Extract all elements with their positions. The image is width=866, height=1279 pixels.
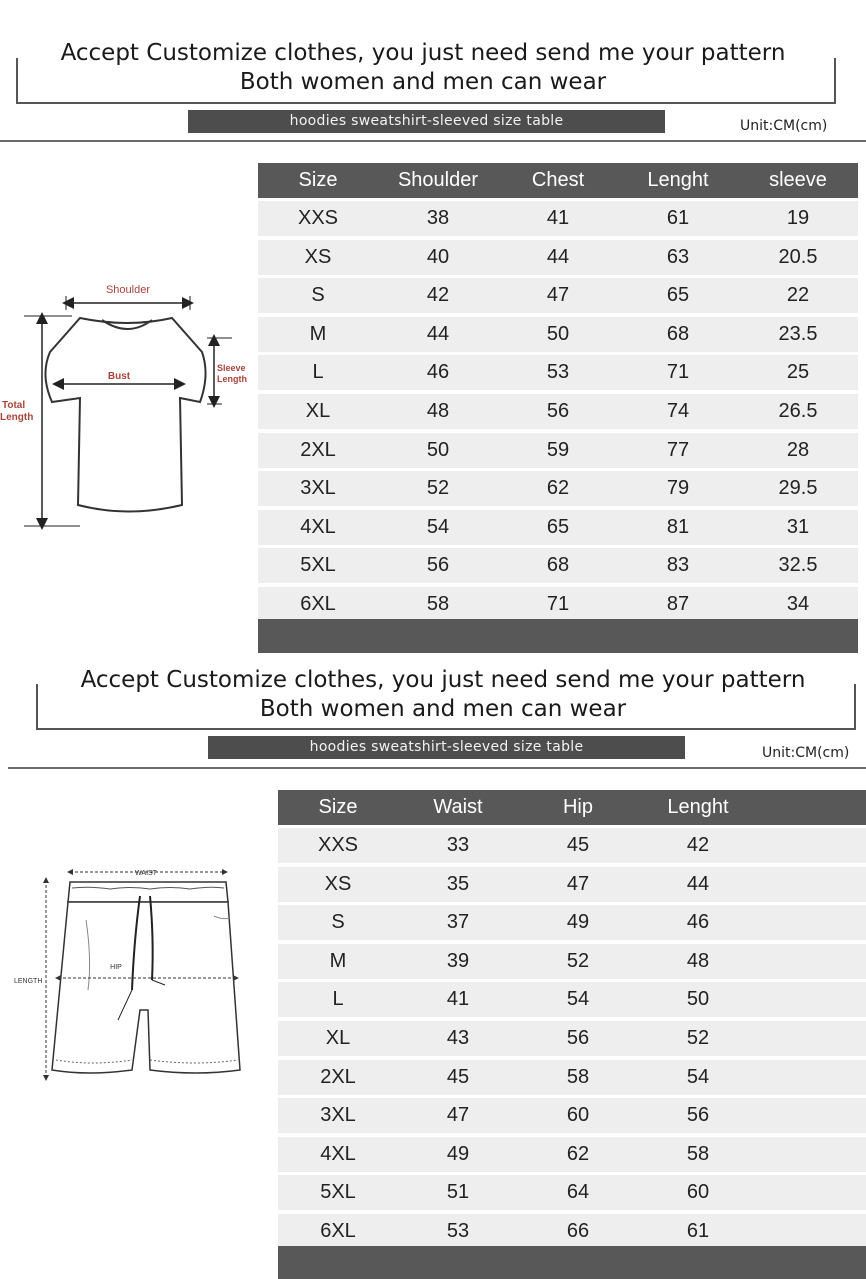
- table-subtitle-bar: hoodies sweatshirt-sleeved size table: [208, 736, 685, 759]
- table-cell: 28: [786, 438, 810, 461]
- table-cell: 56: [546, 400, 570, 422]
- table-cell: M: [329, 949, 347, 972]
- total-label-2: Length: [0, 412, 34, 423]
- table-cell: 44: [686, 872, 710, 895]
- table-cell: XXS: [317, 834, 359, 856]
- tshirt-outline: [45, 318, 205, 512]
- shorts-size-table: [278, 790, 866, 1279]
- table-cell: 81: [666, 515, 690, 538]
- table-cell: 48: [686, 949, 710, 972]
- table-cell: 56: [566, 1027, 590, 1049]
- table-cell: 44: [426, 322, 450, 345]
- table-row: [278, 905, 866, 940]
- table-cell: 29.5: [778, 477, 818, 500]
- table-row: [258, 587, 858, 622]
- header-cell-chest: Chest: [531, 169, 585, 191]
- tshirt-diagram: [0, 280, 255, 535]
- table-cell: 56: [426, 554, 450, 577]
- table-cell: 40: [426, 245, 450, 268]
- table-cell: 6XL: [300, 593, 336, 615]
- table-header-row: [278, 790, 866, 825]
- table-cell: 54: [426, 515, 450, 538]
- table-cell: 32.5: [778, 554, 818, 577]
- header-cell-size: Size: [298, 169, 338, 191]
- table-cell: 42: [426, 284, 450, 307]
- table-row: [278, 944, 866, 979]
- table-cell: 41: [446, 988, 470, 1011]
- table-cell: 50: [426, 438, 450, 461]
- table-cell: 26.5: [778, 400, 818, 422]
- table-cell: 83: [666, 554, 690, 577]
- table-cell: 54: [686, 1065, 710, 1088]
- table-row: [278, 1214, 866, 1249]
- header-cell-waist: Waist: [433, 796, 483, 818]
- table-cell: 59: [546, 438, 570, 461]
- table-row: [258, 471, 858, 506]
- table-cell: 4XL: [300, 515, 336, 538]
- table-cell: 58: [686, 1142, 710, 1165]
- table-cell: 60: [686, 1181, 710, 1204]
- table-cell: 68: [666, 322, 690, 345]
- table-cell: 58: [426, 593, 450, 615]
- table-cell: 22: [786, 284, 810, 307]
- table-row: [278, 828, 866, 863]
- header-cell-hip: Hip: [562, 796, 593, 818]
- table-cell: 5XL: [300, 554, 336, 577]
- table-cell: S: [311, 284, 325, 307]
- table-row: [278, 1175, 866, 1210]
- header-cell-length: Lenght: [667, 796, 729, 818]
- table-cell: 63: [666, 245, 690, 268]
- table-cell: 50: [546, 322, 570, 345]
- table-cell: 49: [446, 1142, 470, 1165]
- bust-label: Bust: [107, 371, 131, 382]
- table-cell: 65: [666, 284, 690, 307]
- table-row: [278, 867, 866, 902]
- table-cell: 64: [566, 1181, 590, 1204]
- table-row: [258, 433, 858, 468]
- table-row: [258, 278, 858, 313]
- shorts-outline: [52, 902, 240, 1073]
- shorts-diagram: [0, 860, 260, 1090]
- section-divider: [0, 140, 866, 142]
- table-cell: 4XL: [320, 1142, 356, 1165]
- table-cell: 52: [686, 1027, 710, 1049]
- table-cell: 68: [546, 554, 570, 577]
- table-row: [258, 201, 858, 236]
- table-cell: 58: [566, 1065, 590, 1088]
- unit-label: Unit:CM(cm): [740, 118, 828, 134]
- table-cell: 46: [686, 911, 710, 934]
- table-cell: 52: [566, 949, 590, 972]
- table-cell: 47: [446, 1104, 470, 1127]
- total-label-1: Total: [2, 400, 26, 411]
- table-cell: 66: [566, 1220, 590, 1242]
- table-cell: 60: [566, 1104, 590, 1127]
- table-cell: 2XL: [320, 1065, 356, 1088]
- table-cell: 61: [666, 207, 690, 229]
- table-cell: L: [312, 361, 324, 384]
- table-cell: 65: [546, 515, 570, 538]
- waist-label: WAIST: [135, 870, 157, 877]
- table-row: [258, 240, 858, 275]
- table-cell: 53: [446, 1220, 470, 1242]
- table-footer-bar: [258, 619, 858, 653]
- table-row: [258, 355, 858, 390]
- table-row: [258, 317, 858, 352]
- table-footer-bar: [278, 1246, 866, 1279]
- table-cell: 39: [446, 949, 470, 972]
- table-row: [278, 1060, 866, 1095]
- section-divider: [8, 767, 866, 769]
- table-cell: 79: [666, 477, 690, 500]
- header-cell-sleeve: sleeve: [769, 169, 827, 191]
- heading-line-2: Both women and men can wear: [259, 696, 627, 722]
- table-cell: 62: [566, 1142, 590, 1165]
- table-cell: 56: [686, 1104, 710, 1127]
- table-cell: 77: [666, 438, 690, 461]
- table-cell: 35: [446, 872, 470, 895]
- table-cell: 46: [426, 361, 450, 384]
- table-cell: 41: [546, 207, 570, 229]
- table-cell: 23.5: [778, 322, 818, 345]
- sleeve-label-2: Length: [217, 374, 247, 384]
- table-cell: 5XL: [320, 1181, 356, 1204]
- table-row: [258, 548, 858, 583]
- table-header-row: [258, 163, 858, 198]
- table-cell: 6XL: [320, 1220, 356, 1242]
- table-cell: M: [309, 322, 327, 345]
- table-cell: 71: [666, 361, 690, 384]
- hip-label: HIP: [110, 964, 122, 971]
- table-cell: 49: [566, 911, 590, 934]
- table-cell: 38: [426, 207, 450, 229]
- unit-label: Unit:CM(cm): [762, 745, 850, 761]
- header-cell-shoulder: Shoulder: [397, 169, 479, 191]
- table-cell: 31: [786, 515, 810, 538]
- table-cell: 45: [446, 1065, 470, 1088]
- table-cell: 47: [566, 872, 590, 895]
- table-cell: XXS: [297, 207, 339, 229]
- table-row: [278, 982, 866, 1017]
- table-cell: 87: [666, 593, 690, 615]
- length-label: LENGTH: [14, 978, 43, 985]
- sleeve-label-1: Sleeve: [217, 363, 246, 373]
- table-cell: 25: [786, 361, 810, 384]
- table-cell: 3XL: [300, 477, 336, 500]
- table-cell: 34: [786, 593, 810, 615]
- table-cell: 3XL: [320, 1104, 356, 1127]
- table-row: [258, 510, 858, 545]
- table-cell: XS: [324, 872, 352, 895]
- table-cell: 43: [446, 1027, 470, 1049]
- table-cell: XL: [305, 400, 331, 422]
- shorts-waistband: [68, 882, 228, 902]
- header-cell-size: Size: [318, 796, 358, 818]
- table-cell: 47: [546, 284, 570, 307]
- heading-line-1: Accept Customize clothes, you just need send me your pattern: [80, 667, 806, 693]
- table-row: [278, 1098, 866, 1133]
- table-subtitle-bar: hoodies sweatshirt-sleeved size table: [188, 110, 665, 133]
- header-cell-length: Lenght: [647, 169, 709, 191]
- table-cell: 48: [426, 400, 450, 422]
- table-cell: L: [332, 988, 344, 1011]
- table-cell: 44: [546, 245, 570, 268]
- table-cell: 42: [686, 834, 710, 856]
- table-cell: 45: [566, 834, 590, 856]
- table-cell: 19: [786, 207, 810, 229]
- table-cell: 61: [686, 1220, 710, 1242]
- table-row: [278, 1137, 866, 1172]
- shoulder-label: Shoulder: [105, 284, 151, 296]
- heading-line-1: Accept Customize clothes, you just need send me your pattern: [60, 40, 786, 66]
- table-cell: 37: [446, 911, 470, 934]
- table-cell: 53: [546, 361, 570, 384]
- heading-line-2: Both women and men can wear: [239, 69, 607, 95]
- hoodie-size-table: [258, 163, 858, 653]
- table-cell: 62: [546, 477, 570, 500]
- table-cell: XS: [304, 245, 332, 268]
- table-cell: XL: [325, 1027, 351, 1049]
- table-cell: 2XL: [300, 438, 336, 461]
- table-cell: 54: [566, 988, 590, 1011]
- table-cell: 74: [666, 400, 690, 422]
- table-cell: S: [331, 911, 345, 934]
- table-cell: 20.5: [778, 245, 818, 268]
- table-row: [258, 394, 858, 429]
- table-row: [278, 1021, 866, 1056]
- table-cell: 51: [446, 1181, 470, 1204]
- table-cell: 52: [426, 477, 450, 500]
- table-cell: 71: [546, 593, 570, 615]
- table-cell: 50: [686, 988, 710, 1011]
- table-cell: 33: [446, 834, 470, 856]
